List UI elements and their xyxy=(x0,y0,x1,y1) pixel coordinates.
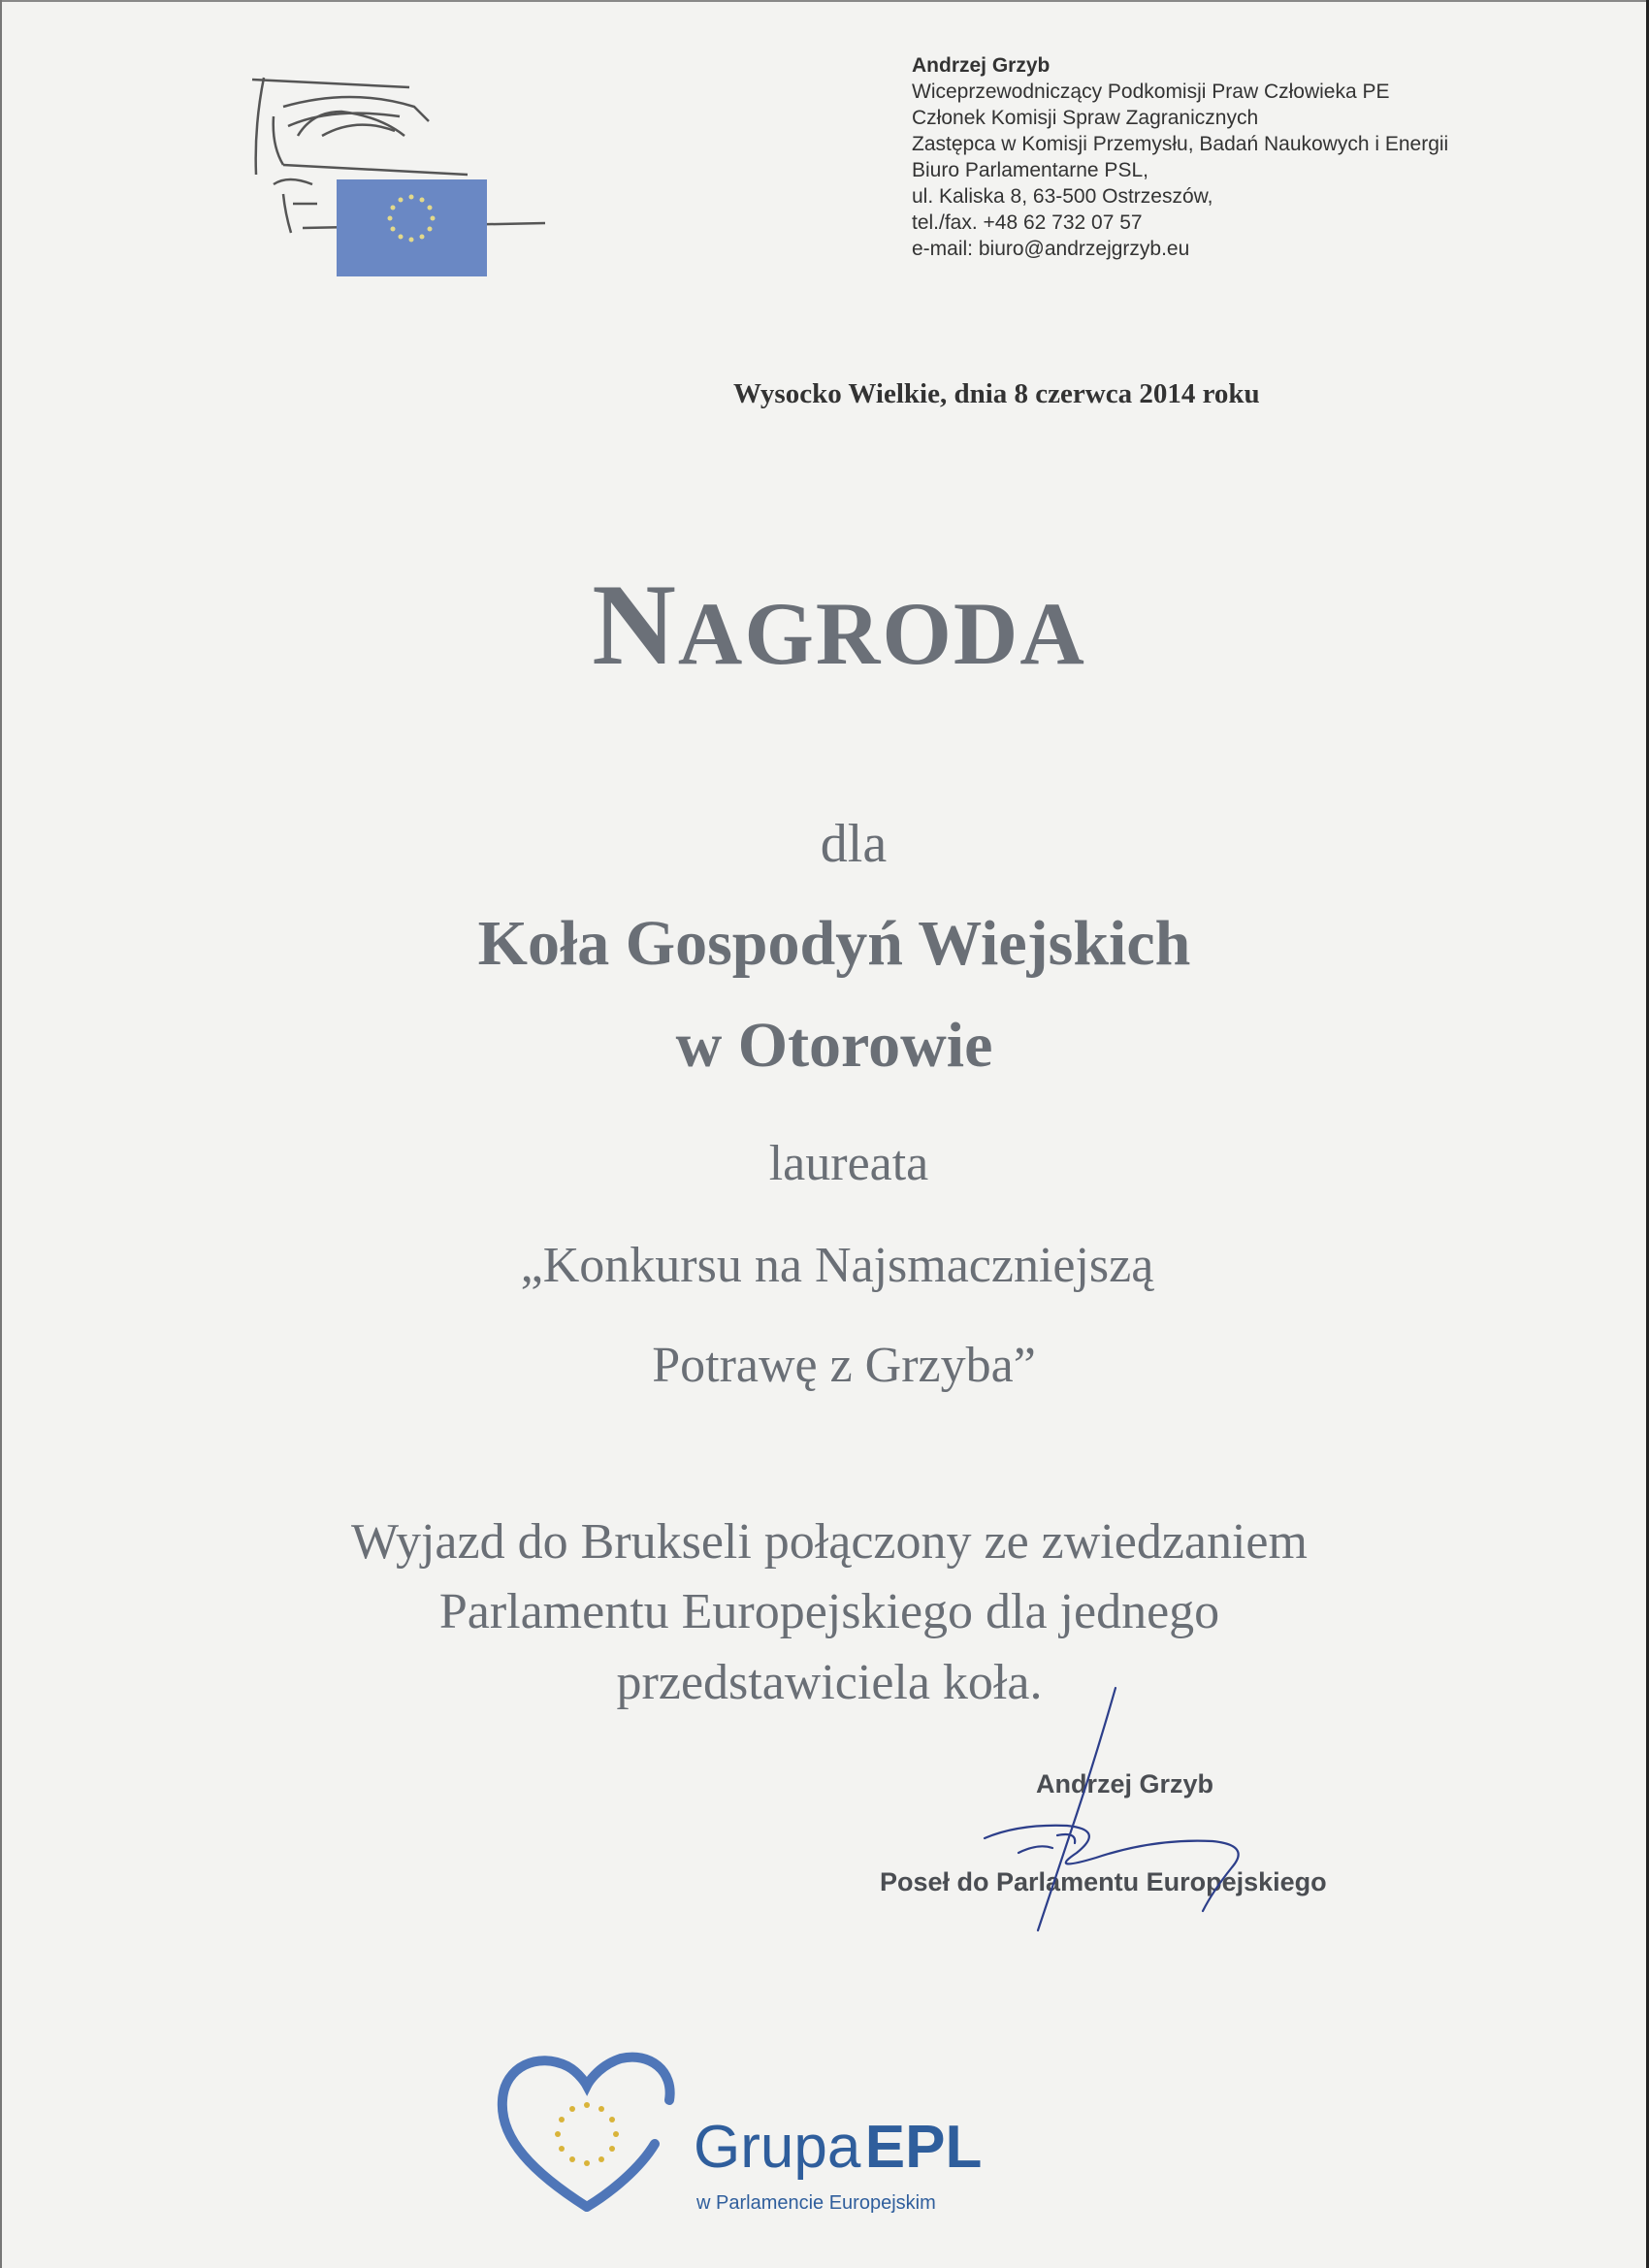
sender-line: ul. Kaliska 8, 63-500 Ostrzeszów, xyxy=(912,185,1213,208)
sender-line: tel./fax. +48 62 732 07 57 xyxy=(912,211,1143,234)
prize-description-line-3: przedstawiciela koła. xyxy=(616,1655,1043,1710)
contest-name-line-2: Potrawę z Grzyba” xyxy=(652,1338,1036,1393)
epp-word-epl: EPL xyxy=(864,2114,983,2181)
sender-line: Członek Komisji Spraw Zagranicznych xyxy=(912,107,1259,129)
epp-group-name xyxy=(694,2113,982,2182)
place-and-date: Wysocko Wielkie, dnia 8 czerwca 2014 roku xyxy=(733,378,1260,409)
epp-subtitle: w Parlamencie Europejskim xyxy=(696,2192,936,2214)
document-title xyxy=(0,558,1649,692)
recipient-line-1: Koła Gospodyń Wiejskich xyxy=(477,908,1191,979)
signatory-role: Poseł do Parlamentu Europejskiego xyxy=(880,1867,1327,1896)
recipient-line-2: w Otorowie xyxy=(675,1010,993,1081)
title-first-letter: N xyxy=(592,560,678,689)
prize-description-line-2: Parlamentu Europejskiego dla jednego xyxy=(438,1584,1220,1639)
heart-stars-icon xyxy=(495,2047,679,2221)
scan-edge-left xyxy=(0,0,2,2268)
signatory-name: Andrzej Grzyb xyxy=(1036,1769,1214,1798)
prize-description-line-1: Wyjazd do Brukseli połączony ze zwiedzaniem xyxy=(351,1514,1308,1570)
sender-line: Biuro Parlamentarne PSL, xyxy=(912,159,1148,181)
epp-word-grupa: Grupa xyxy=(694,2114,861,2181)
sender-email: e-mail: biuro@andrzejgrzyb.eu xyxy=(912,238,1190,260)
for-label: dla xyxy=(820,814,888,874)
contest-name-line-1: „Konkursu na Najsmaczniejszą xyxy=(520,1238,1154,1293)
scan-edge-top xyxy=(0,0,1649,2)
epp-group-logo xyxy=(495,2047,999,2241)
sender-name: Andrzej Grzyb xyxy=(912,54,1051,77)
laureate-label: laureata xyxy=(768,1136,929,1191)
european-parliament-logo xyxy=(244,68,565,281)
sender-header xyxy=(912,52,1610,262)
sender-line: Zastępca w Komisji Przemysłu, Badań Naukowych i Energii xyxy=(912,133,1449,155)
handwritten-signature xyxy=(960,1669,1271,1960)
sender-line: Wiceprzewodniczący Podkomisji Praw Człowieka PE xyxy=(912,81,1390,103)
title-rest: AGRODA xyxy=(677,584,1086,683)
